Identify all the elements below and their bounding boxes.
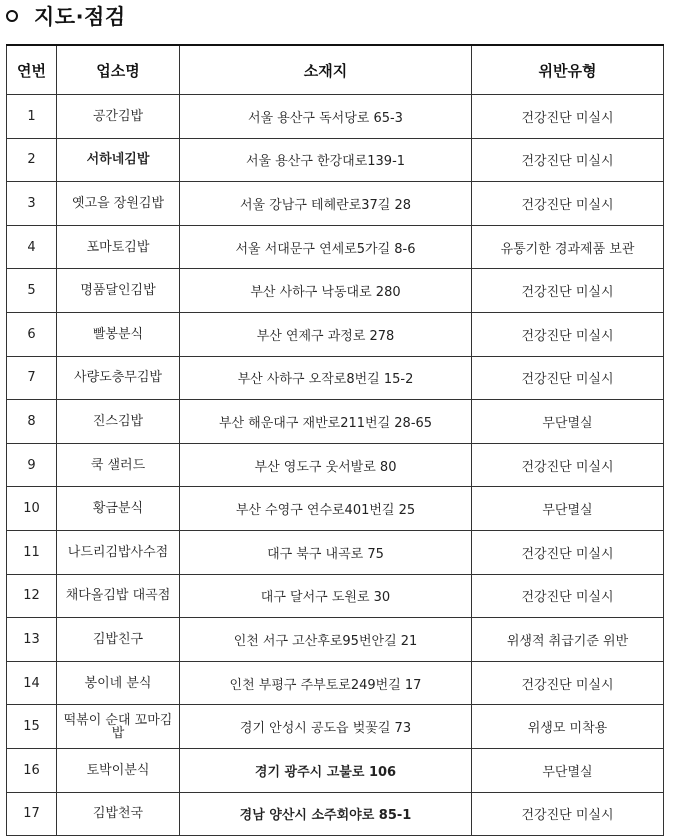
business-address: 서울 강남구 테헤란로37길 28	[180, 182, 472, 226]
business-address: 부산 사하구 낙동대로 280	[180, 269, 472, 313]
business-address: 부산 영도구 웃서발로 80	[180, 443, 472, 487]
table-row	[7, 705, 664, 749]
table-row	[7, 792, 664, 836]
row-number: 3	[7, 182, 57, 226]
violation-type: 건강진단 미실시	[472, 530, 664, 574]
business-name: 김밥친구	[57, 618, 180, 662]
business-address: 부산 해운대구 재반로211번길 28-65	[180, 400, 472, 444]
inspection-table	[6, 44, 664, 836]
table-row	[7, 618, 664, 662]
row-number: 1	[7, 95, 57, 139]
business-address: 인천 서구 고산후로95번안길 21	[180, 618, 472, 662]
business-address: 경남 양산시 소주회야로 85-1	[180, 792, 472, 836]
business-name: 황금분식	[57, 487, 180, 531]
row-number: 16	[7, 748, 57, 792]
table-row	[7, 443, 664, 487]
violation-type: 건강진단 미실시	[472, 443, 664, 487]
business-name: 쿡 샐러드	[57, 443, 180, 487]
business-name: 나드리김밥사수점	[57, 530, 180, 574]
table-row	[7, 356, 664, 400]
business-name: 사량도충무김밥	[57, 356, 180, 400]
table-row	[7, 95, 664, 139]
row-number: 8	[7, 400, 57, 444]
row-number: 15	[7, 705, 57, 749]
header-no: 연번	[7, 45, 57, 95]
business-name: 공간김밥	[57, 95, 180, 139]
violation-type: 무단멸실	[472, 400, 664, 444]
table-row	[7, 138, 664, 182]
row-number: 12	[7, 574, 57, 618]
business-address: 부산 연제구 과정로 278	[180, 312, 472, 356]
business-name: 토박이분식	[57, 748, 180, 792]
table-row	[7, 225, 664, 269]
violation-type: 건강진단 미실시	[472, 138, 664, 182]
table-row	[7, 269, 664, 313]
violation-type: 위생모 미착용	[472, 705, 664, 749]
table-header-row	[7, 45, 664, 95]
table-row	[7, 182, 664, 226]
section-title: 지도·점검	[34, 5, 126, 29]
violation-type: 무단멸실	[472, 487, 664, 531]
business-name: 김밥천국	[57, 792, 180, 836]
violation-type: 위생적 취급기준 위반	[472, 618, 664, 662]
business-address: 대구 달서구 도원로 30	[180, 574, 472, 618]
row-number: 14	[7, 661, 57, 705]
violation-type: 건강진단 미실시	[472, 792, 664, 836]
inspection-table-wrapper	[6, 44, 664, 824]
business-name: 서하네김밥	[57, 138, 180, 182]
business-address: 서울 용산구 독서당로 65-3	[180, 95, 472, 139]
header-address: 소재지	[180, 45, 472, 95]
violation-type: 유통기한 경과제품 보관	[472, 225, 664, 269]
business-name: 채다올김밥 대곡점	[57, 574, 180, 618]
table-row	[7, 574, 664, 618]
business-name: 봉이네 분식	[57, 661, 180, 705]
business-address: 부산 사하구 오작로8번길 15-2	[180, 356, 472, 400]
row-number: 9	[7, 443, 57, 487]
row-number: 13	[7, 618, 57, 662]
business-name: 빨봉분식	[57, 312, 180, 356]
row-number: 4	[7, 225, 57, 269]
business-address: 경기 광주시 고불로 106	[180, 748, 472, 792]
business-name: 진스김밥	[57, 400, 180, 444]
section-heading	[6, 2, 126, 30]
business-address: 서울 용산구 한강대로139-1	[180, 138, 472, 182]
header-violation: 위반유형	[472, 45, 664, 95]
business-address: 서울 서대문구 연세로5가길 8-6	[180, 225, 472, 269]
business-name: 떡볶이 순대 꼬마김밥	[57, 705, 180, 749]
business-name: 명품달인김밥	[57, 269, 180, 313]
row-number: 6	[7, 312, 57, 356]
violation-type: 건강진단 미실시	[472, 356, 664, 400]
violation-type: 건강진단 미실시	[472, 182, 664, 226]
violation-type: 건강진단 미실시	[472, 661, 664, 705]
table-body	[7, 95, 664, 836]
violation-type: 건강진단 미실시	[472, 574, 664, 618]
row-number: 7	[7, 356, 57, 400]
header-business-name: 업소명	[57, 45, 180, 95]
table-row	[7, 530, 664, 574]
row-number: 5	[7, 269, 57, 313]
business-name: 옛고을 장원김밥	[57, 182, 180, 226]
business-name: 포마토김밥	[57, 225, 180, 269]
business-address: 경기 안성시 공도읍 벚꽃길 73	[180, 705, 472, 749]
business-address: 부산 수영구 연수로401번길 25	[180, 487, 472, 531]
table-row	[7, 661, 664, 705]
table-row	[7, 400, 664, 444]
row-number: 10	[7, 487, 57, 531]
violation-type: 무단멸실	[472, 748, 664, 792]
row-number: 2	[7, 138, 57, 182]
table-row	[7, 748, 664, 792]
table-row	[7, 487, 664, 531]
business-address: 인천 부평구 주부토로249번길 17	[180, 661, 472, 705]
table-row	[7, 312, 664, 356]
business-address: 대구 북구 내곡로 75	[180, 530, 472, 574]
row-number: 11	[7, 530, 57, 574]
circle-bullet-icon	[6, 10, 18, 22]
violation-type: 건강진단 미실시	[472, 95, 664, 139]
row-number: 17	[7, 792, 57, 836]
violation-type: 건강진단 미실시	[472, 269, 664, 313]
violation-type: 건강진단 미실시	[472, 312, 664, 356]
